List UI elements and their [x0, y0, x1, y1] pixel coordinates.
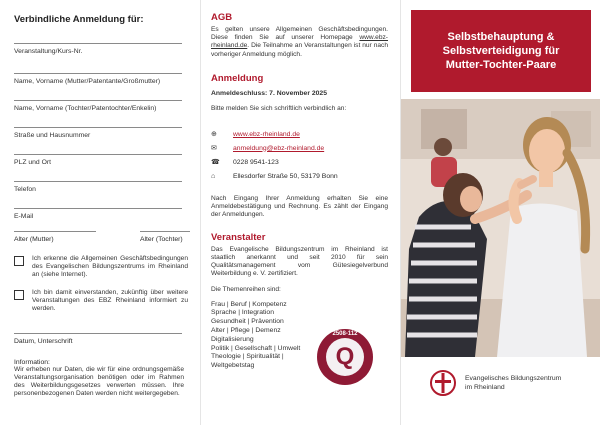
- agb-checkbox[interactable]: [14, 256, 24, 266]
- event-field[interactable]: [14, 39, 188, 63]
- deadline-text: Anmeldeschluss: 7. November 2025: [211, 89, 327, 97]
- city-field[interactable]: [14, 144, 188, 171]
- website-link[interactable]: www.ebz-rheinland.de: [233, 130, 300, 138]
- title-banner: [411, 10, 591, 92]
- contact-website: [211, 127, 388, 141]
- contact-phone: [211, 155, 388, 169]
- agb-consent-text: Ich erkenne die Allgemeinen Geschäftsbedingungen des Evangelischen Bildungszentrums im Rheinland an (siehe Internet).: [32, 255, 188, 278]
- anmeldung-heading: Anmeldung: [211, 72, 264, 84]
- topic-item: Weltgebetstag: [211, 362, 255, 370]
- contact-address: [211, 169, 388, 183]
- mother-name-field[interactable]: [14, 63, 188, 90]
- agb-heading: AGB: [211, 12, 233, 23]
- topics-intro: Die Themenreihen sind:: [211, 286, 281, 294]
- veranstalter-heading: Veranstalter: [211, 231, 266, 243]
- age-mother-label: Alter (Mutter): [14, 236, 54, 243]
- city-label: PLZ und Ort: [14, 159, 52, 166]
- street-label: Straße und Hausnummer: [14, 132, 91, 139]
- cross-logo-icon: [429, 369, 457, 397]
- signature-label: Datum, Unterschrift: [14, 338, 73, 345]
- daughter-name-field[interactable]: [14, 90, 188, 117]
- globe-icon: ⊕: [211, 131, 217, 139]
- logo-line-2: im Rheinland: [465, 384, 505, 391]
- mother-name-label: Name, Vorname (Mutter/Patentante/Großmutter): [14, 78, 161, 85]
- seal-letter: Q: [335, 343, 355, 370]
- topic-item: Gesundheit | Prävention: [211, 318, 284, 326]
- street-field[interactable]: [14, 117, 188, 144]
- age-daughter-label: Alter (Tochter): [140, 236, 183, 243]
- phone-field[interactable]: [14, 171, 188, 198]
- email-field[interactable]: [14, 198, 188, 225]
- location-icon: ⌂: [211, 172, 216, 180]
- topic-item: Theologie | Spiritualität |: [211, 353, 284, 361]
- veranstalter-text: Das Evangelische Bildungszentrum im Rheinland ist staatlich anerkannt und seit 2010 für sein Qualitätsmanagement vom Gütesiegelverbund Weiterbildung e. V. zertifiziert.: [211, 245, 388, 278]
- address-text: Ellesdorfer Straße 50, 53179 Bonn: [233, 172, 338, 180]
- daughter-name-label: Name, Vorname (Tochter/Patentochter/Enkelin): [14, 105, 157, 112]
- ebz-logo: [429, 369, 561, 397]
- self-defense-photo: [401, 99, 600, 357]
- contact-email: [211, 141, 388, 155]
- banner-line-1: Selbstbehauptung &: [447, 31, 555, 43]
- signature-field[interactable]: [14, 329, 188, 351]
- agb-consent: [14, 255, 188, 279]
- logo-line-1: Evangelisches Bildungszentrum: [465, 375, 562, 382]
- email-label: E-Mail: [14, 213, 34, 220]
- newsletter-checkbox[interactable]: [14, 290, 24, 300]
- banner-line-3: Mutter-Tochter-Paare: [445, 59, 557, 71]
- event-label: Veranstaltung/Kurs-Nr.: [14, 48, 83, 55]
- topic-item: Alter | Pflege | Demenz: [211, 327, 281, 335]
- info-text: Wir erheben nur Daten, die wir für eine ordnungsgemäße Veranstaltungsorganisation benötigen oder im Rahmen des Weiterbildungsgesetzes verwerten müssen. Ihre personenbezogenen Daten werden nicht weitergegeben.: [14, 366, 184, 397]
- quality-seal-icon: [317, 325, 375, 387]
- info-heading: Information:: [14, 359, 50, 366]
- age-fields[interactable]: [14, 227, 188, 245]
- topic-item: Frau | Beruf | Kompetenz: [211, 300, 287, 308]
- banner-line-2: Selbstverteidigung für: [442, 45, 560, 57]
- phone-number: 0228 9541-123: [233, 158, 279, 166]
- phone-icon: ☎: [211, 159, 220, 167]
- seal-number: 2508-112: [332, 331, 358, 337]
- topic-item: Politik | Gesellschaft | Umwelt: [211, 344, 301, 352]
- agb-text: Es gelten unsere Allgemeinen Geschäftsbedingungen. Diese finden Sie auf unserer Homepage www.ebz-rheinland.de. Die Teilnahme an Veranstaltungen ist nur nach vorheriger Anmeldung möglich.: [211, 26, 388, 58]
- info-panel: [200, 0, 396, 425]
- agb-link[interactable]: www.ebz-rheinland.de: [211, 34, 388, 50]
- email-link[interactable]: anmeldung@ebz-rheinland.de: [233, 144, 325, 152]
- contact-intro: Bitte melden Sie sich schriftlich verbindlich an:: [211, 104, 347, 112]
- topic-item: Digitalisierung: [211, 335, 254, 343]
- newsletter-consent-text: Ich bin damit einverstanden, zukünftig über weitere Veranstaltungen des EBZ Rheinland informiert zu werden.: [32, 289, 188, 312]
- phone-label: Telefon: [14, 186, 36, 193]
- after-registration-text: Nach Eingang Ihrer Anmeldung erhalten Sie eine Anmeldebestätigung und Rechnung. Es zählt der Eingang der Anmeldungen.: [211, 195, 388, 219]
- registration-form-panel: [0, 0, 196, 425]
- mail-icon: ✉: [211, 145, 217, 153]
- newsletter-consent: [14, 289, 188, 313]
- form-title: Verbindliche Anmeldung für:: [14, 14, 144, 25]
- cover-panel: [400, 0, 600, 425]
- topic-item: Sprache | Integration: [211, 309, 274, 317]
- contact-list: [211, 127, 388, 183]
